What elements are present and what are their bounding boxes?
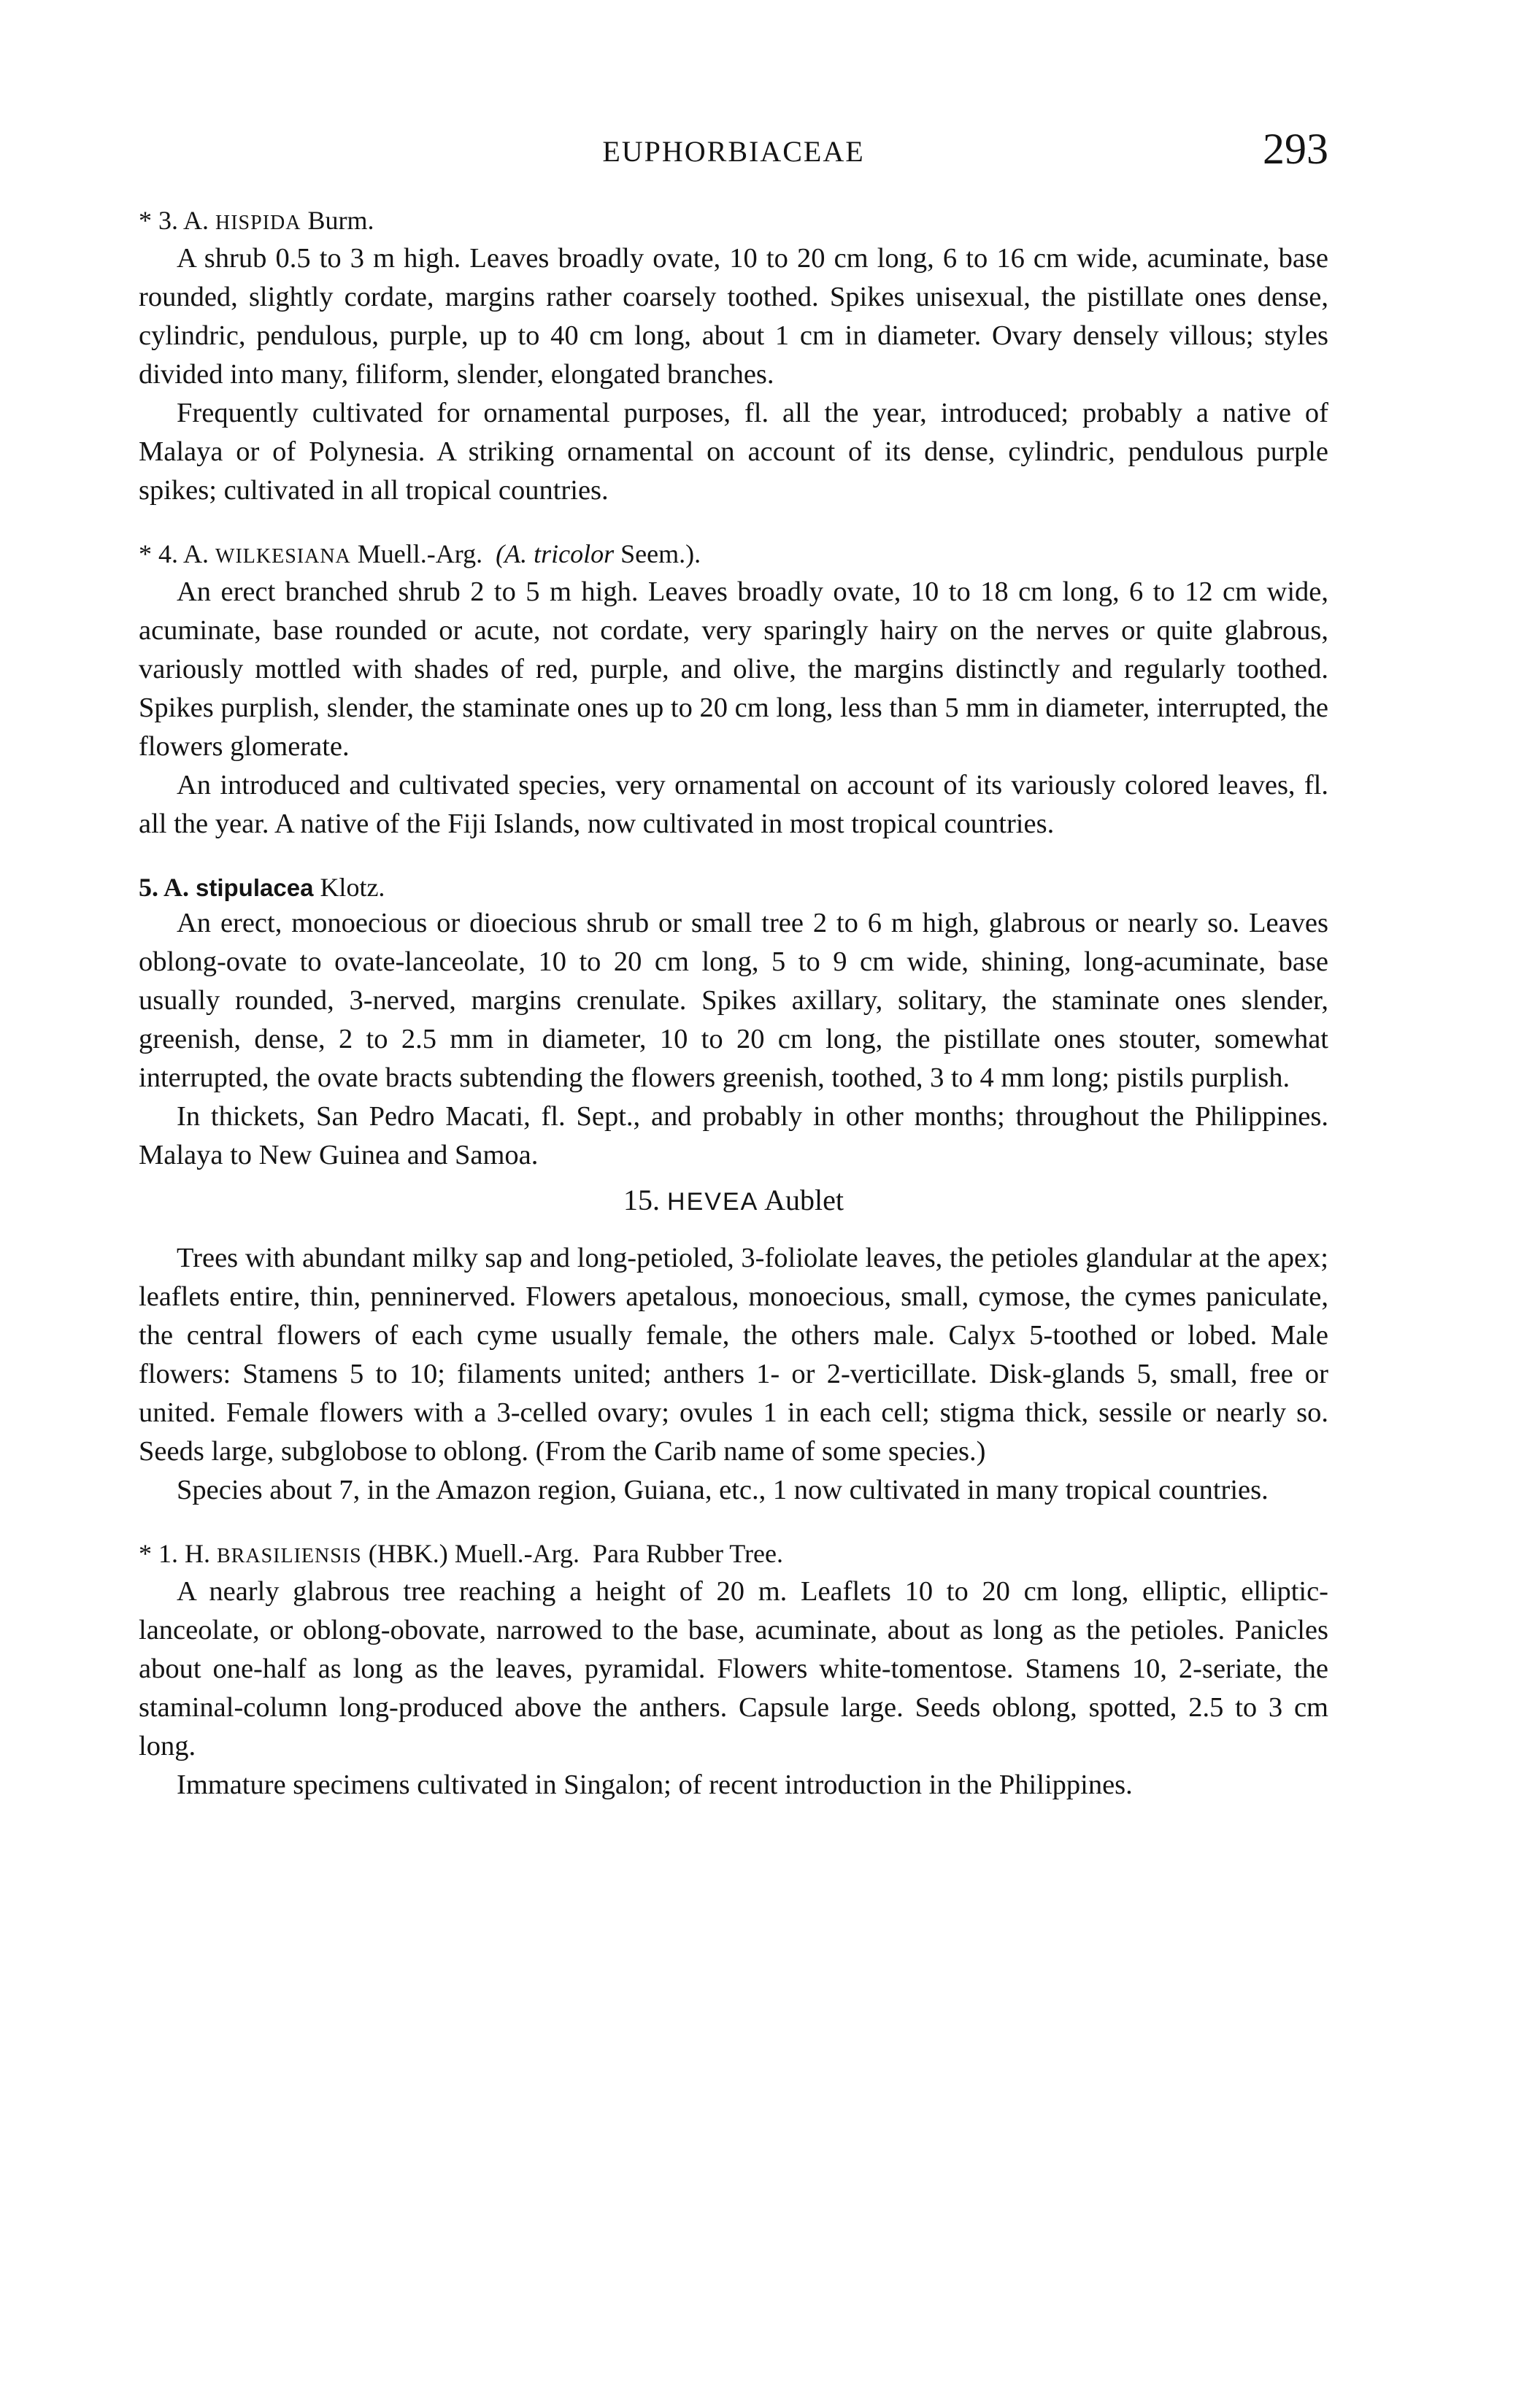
species-name: stipulacea	[196, 874, 314, 901]
species-description: An erect, monoecious or dioecious shrub or small tree 2 to 6 m high, glabrous or nearly so. Leaves oblong-ovate to ovate-lanceolate, 10 to 20 cm long, 5 to 9 cm wide, shining, long-acuminate, base usually rounded, 3-nerved, margins crenulate. Spikes axillary, solitary, the staminate ones slender, greenish, dense, 2 to 2.5 mm in diameter, 10 to 20 cm long, the pistillate ones stouter, somewhat interrupted, the ovate bracts subtending the flowers greenish, toothed, 3 to 4 mm long; pistils purplish.	[139, 908, 1328, 1093]
species-number: 5. A.	[139, 873, 190, 902]
running-head: EUPHORBIACEAE	[602, 135, 865, 168]
page-body	[139, 204, 1328, 1805]
species-heading-stipulacea	[139, 871, 1328, 904]
genus-name: HEVEA	[667, 1188, 759, 1216]
species-name: HISPIDA	[215, 212, 301, 234]
genus-heading	[139, 1179, 1328, 1223]
species-authority: Burm.	[307, 206, 374, 235]
synonym-epithet: tricolor	[534, 539, 615, 568]
synonym-open: (A.	[496, 539, 528, 568]
genus-description: Trees with abundant milky sap and long-petioled, 3-foliolate leaves, the petioles glandular at the apex; leaflets entire, thin, penninerved. Flowers apetalous, monoecious, small, cymose, the cymes paniculate, the central flowers of each cyme usually female, the others male. Calyx 5-toothed or lobed. Male flowers: Stamens 5 to 10; filaments united; anthers 1- or 2-verticillate. Disk-glands 5, small, free or united. Female flowers with a 3-celled ovary; ovules 1 in each cell; stigma thick, sessile or nearly so. Seeds large, subglobose to oblong. (From the Carib name of some species.)	[139, 1243, 1328, 1467]
species-number: * 4. A.	[139, 539, 209, 568]
species-notes: An introduced and cultivated species, very ornamental on account of its variously colored leaves, fl. all the year. A native of the Fiji Islands, now cultivated in most tropical countries.	[139, 770, 1328, 839]
species-name: BRASILIENSIS	[217, 1545, 362, 1567]
species-description: A shrub 0.5 to 3 m high. Leaves broadly ovate, 10 to 20 cm long, 6 to 16 cm wide, acuminate, base rounded, slightly cordate, margins rather coarsely toothed. Spikes unisexual, the pistillate ones dense, cylindric, pendulous, purple, up to 40 cm long, about 1 cm in diameter. Ovary densely villous; styles divided into many, filiform, slender, elongated branches.	[139, 243, 1328, 390]
species-heading-wilkesiana	[139, 538, 1328, 573]
species-notes: Frequently cultivated for ornamental purposes, fl. all the year, introduced; probably a native of Malaya or of Polynesia. A striking ornamental on account of its dense, cylindric, pendulous purple spikes; cultivated in all tropical countries.	[139, 398, 1328, 506]
species-notes: Immature specimens cultivated in Singalon; of recent introduction in the Philippines.	[177, 1770, 1133, 1800]
genus-number: 15.	[623, 1184, 661, 1216]
page-header	[139, 124, 1328, 190]
species-number: * 1. H.	[139, 1539, 210, 1568]
synonym-close: Seem.).	[620, 539, 701, 568]
common-name: Para Rubber Tree.	[593, 1539, 783, 1568]
species-number: * 3. A.	[139, 206, 209, 235]
species-heading-brasiliensis	[139, 1537, 1328, 1572]
genus-authority: Aublet	[764, 1184, 844, 1216]
page-number: 293	[1263, 125, 1328, 173]
species-description: An erect branched shrub 2 to 5 m high. Leaves broadly ovate, 10 to 18 cm long, 6 to 12 cm wide, acuminate, base rounded or acute, not cordate, very sparingly hairy on the nerves or quite glabrous, variously mottled with shades of red, purple, and olive, the margins distinctly and regularly toothed. Spikes purplish, slender, the staminate ones up to 20 cm long, less than 5 mm in diameter, interrupted, the flowers glomerate.	[139, 576, 1328, 762]
species-heading-hispida	[139, 204, 1328, 239]
species-authority: (HBK.) Muell.-Arg.	[368, 1539, 580, 1568]
genus-notes: Species about 7, in the Amazon region, Guiana, etc., 1 now cultivated in many tropical countries.	[177, 1475, 1269, 1505]
species-description: A nearly glabrous tree reaching a height of 20 m. Leaflets 10 to 20 cm long, elliptic, elliptic-lanceolate, or oblong-obovate, narrowed to the base, acuminate, about as long as the petioles. Panicles about one-half as long as the leaves, pyramidal. Flowers white-tomentose. Stamens 10, 2-seriate, the staminal-column long-produced above the anthers. Capsule large. Seeds oblong, spotted, 2.5 to 3 cm long.	[139, 1576, 1328, 1761]
species-authority: Muell.-Arg.	[357, 539, 483, 568]
species-authority: Klotz.	[320, 873, 385, 902]
species-notes: In thickets, San Pedro Macati, fl. Sept., and probably in other months; throughout the Philippines. Malaya to New Guinea and Samoa.	[139, 1101, 1328, 1170]
species-name: WILKESIANA	[215, 545, 351, 568]
